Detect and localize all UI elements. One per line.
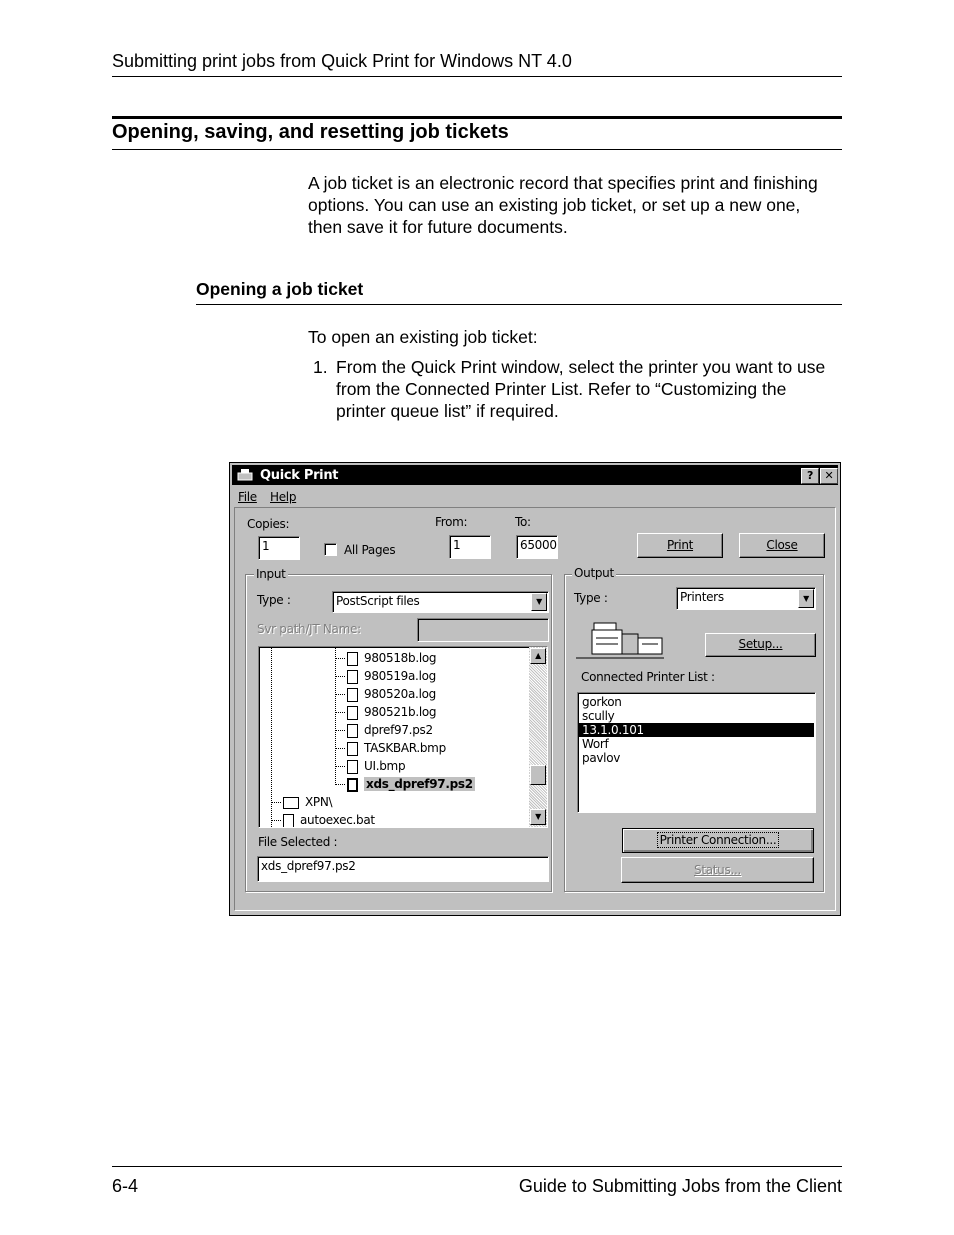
file-icon (283, 814, 294, 828)
title-bar[interactable] (232, 465, 838, 485)
page-number: 6-4 (112, 1176, 139, 1196)
all-pages-checkbox[interactable] (324, 543, 337, 556)
output-group-label: Output (574, 566, 614, 580)
menu-help[interactable]: Help (270, 490, 297, 504)
file-icon (347, 670, 358, 684)
file-icon (347, 778, 358, 792)
print-button[interactable]: Print (637, 533, 723, 558)
scroll-thumb[interactable] (530, 765, 546, 785)
tree-item[interactable]: 980520a.log (335, 685, 436, 703)
tree-branch (335, 784, 345, 785)
connected-printer-list[interactable] (577, 692, 816, 813)
chevron-down-icon[interactable]: ▼ (531, 593, 547, 611)
file-selected-input[interactable]: xds_dpref97.ps2 (257, 856, 549, 882)
section-title: Opening, saving, and resetting job tickets (112, 121, 509, 143)
tree-branch (335, 658, 345, 659)
printer-list-item[interactable]: Worf (582, 737, 609, 751)
tree-branch (335, 766, 345, 767)
tree-branch (335, 676, 345, 677)
step-text: From the Quick Print window, select the printer you want to use from the Connected Printer List. Refer to “Customizing the printer queue list” if required. (336, 357, 826, 421)
file-icon (347, 706, 358, 720)
tree-scrollbar[interactable] (529, 647, 547, 827)
chevron-down-icon[interactable]: ▼ (798, 589, 814, 608)
output-type-label: Type : (574, 591, 608, 605)
file-icon (347, 724, 358, 738)
file-icon (347, 742, 358, 756)
tree-item[interactable]: 980519a.log (335, 667, 436, 685)
tree-branch (271, 802, 281, 803)
tree-branch (335, 712, 345, 713)
file-icon (347, 688, 358, 702)
from-input[interactable]: 1 (449, 535, 491, 559)
step-number: 1. (313, 357, 328, 377)
footer-rule (112, 1166, 842, 1167)
printer-list-item[interactable]: scully (582, 709, 615, 723)
printer-list-label: Connected Printer List : (581, 670, 715, 684)
file-selected-label: File Selected : (258, 835, 338, 849)
input-group-label: Input (256, 567, 286, 581)
printer-list-item[interactable]: pavlov (582, 751, 621, 765)
close-button[interactable]: Close (739, 533, 825, 558)
menu-file[interactable]: File (238, 490, 257, 504)
svr-path-label: Svr path/JT Name: (257, 622, 361, 636)
dialog-client-area (234, 507, 836, 911)
from-label: From: (435, 515, 468, 529)
running-head: Submitting print jobs from Quick Print for Windows NT 4.0 (112, 51, 572, 71)
input-type-label: Type : (257, 593, 291, 607)
header-rule (112, 76, 842, 77)
input-type-select[interactable] (332, 591, 549, 613)
printer-list-item[interactable]: gorkon (582, 695, 622, 709)
tree-branch (335, 730, 345, 731)
scroll-up-icon[interactable]: ▲ (530, 648, 546, 664)
to-label: To: (515, 515, 531, 529)
tree-item[interactable]: 980521b.log (335, 703, 436, 721)
input-type-value: PostScript files (336, 594, 420, 608)
copies-input[interactable]: 1 (258, 536, 300, 560)
footer-title: Guide to Submitting Jobs from the Client (518, 1176, 842, 1196)
dialog-title: Quick Print (260, 468, 339, 483)
setup-button[interactable]: Setup... (705, 633, 816, 657)
printer-image-icon (576, 620, 666, 660)
to-input[interactable]: 65000 (516, 535, 558, 559)
close-title-button[interactable]: ✕ (820, 468, 838, 484)
scroll-down-icon[interactable]: ▼ (530, 809, 546, 825)
tree-item[interactable]: XPN\ (271, 793, 332, 811)
lead-in: To open an existing job ticket: (308, 327, 538, 347)
tree-item-selected[interactable]: xds_dpref97.ps2 (335, 775, 475, 793)
subheading-rule (196, 304, 842, 305)
tree-branch (335, 748, 345, 749)
file-icon (347, 652, 358, 666)
output-type-value: Printers (680, 590, 724, 604)
tree-item[interactable]: UI.bmp (335, 757, 405, 775)
intro-paragraph: A job ticket is an electronic record that specifies print and finishing options. You can use an existing job ticket, or set up a new one, then save it for future documents. (308, 173, 818, 237)
tree-item[interactable]: dpref97.ps2 (335, 721, 433, 739)
status-button: Status... (621, 857, 814, 883)
tree-item[interactable]: autoexec.bat (271, 811, 375, 828)
printer-list-item-selected[interactable]: 13.1.0.101 (579, 723, 814, 737)
tree-branch (335, 694, 345, 695)
section-bottom-rule (112, 149, 842, 150)
all-pages-label: All Pages (344, 543, 396, 557)
folder-icon (283, 797, 299, 809)
quick-print-dialog (229, 462, 841, 916)
svr-path-input (417, 618, 549, 642)
file-tree[interactable] (258, 646, 548, 828)
printer-connection-button[interactable]: Printer Connection... (622, 828, 814, 853)
subheading: Opening a job ticket (196, 279, 364, 299)
file-icon (347, 760, 358, 774)
help-title-button[interactable]: ? (801, 468, 819, 484)
copies-label: Copies: (247, 517, 290, 531)
tree-branch (271, 820, 281, 821)
tree-item[interactable]: 980518b.log (335, 649, 436, 667)
section-top-rule (112, 116, 842, 119)
tree-item[interactable]: TASKBAR.bmp (335, 739, 446, 757)
printer-app-icon (237, 468, 253, 482)
output-type-select[interactable] (676, 587, 816, 610)
